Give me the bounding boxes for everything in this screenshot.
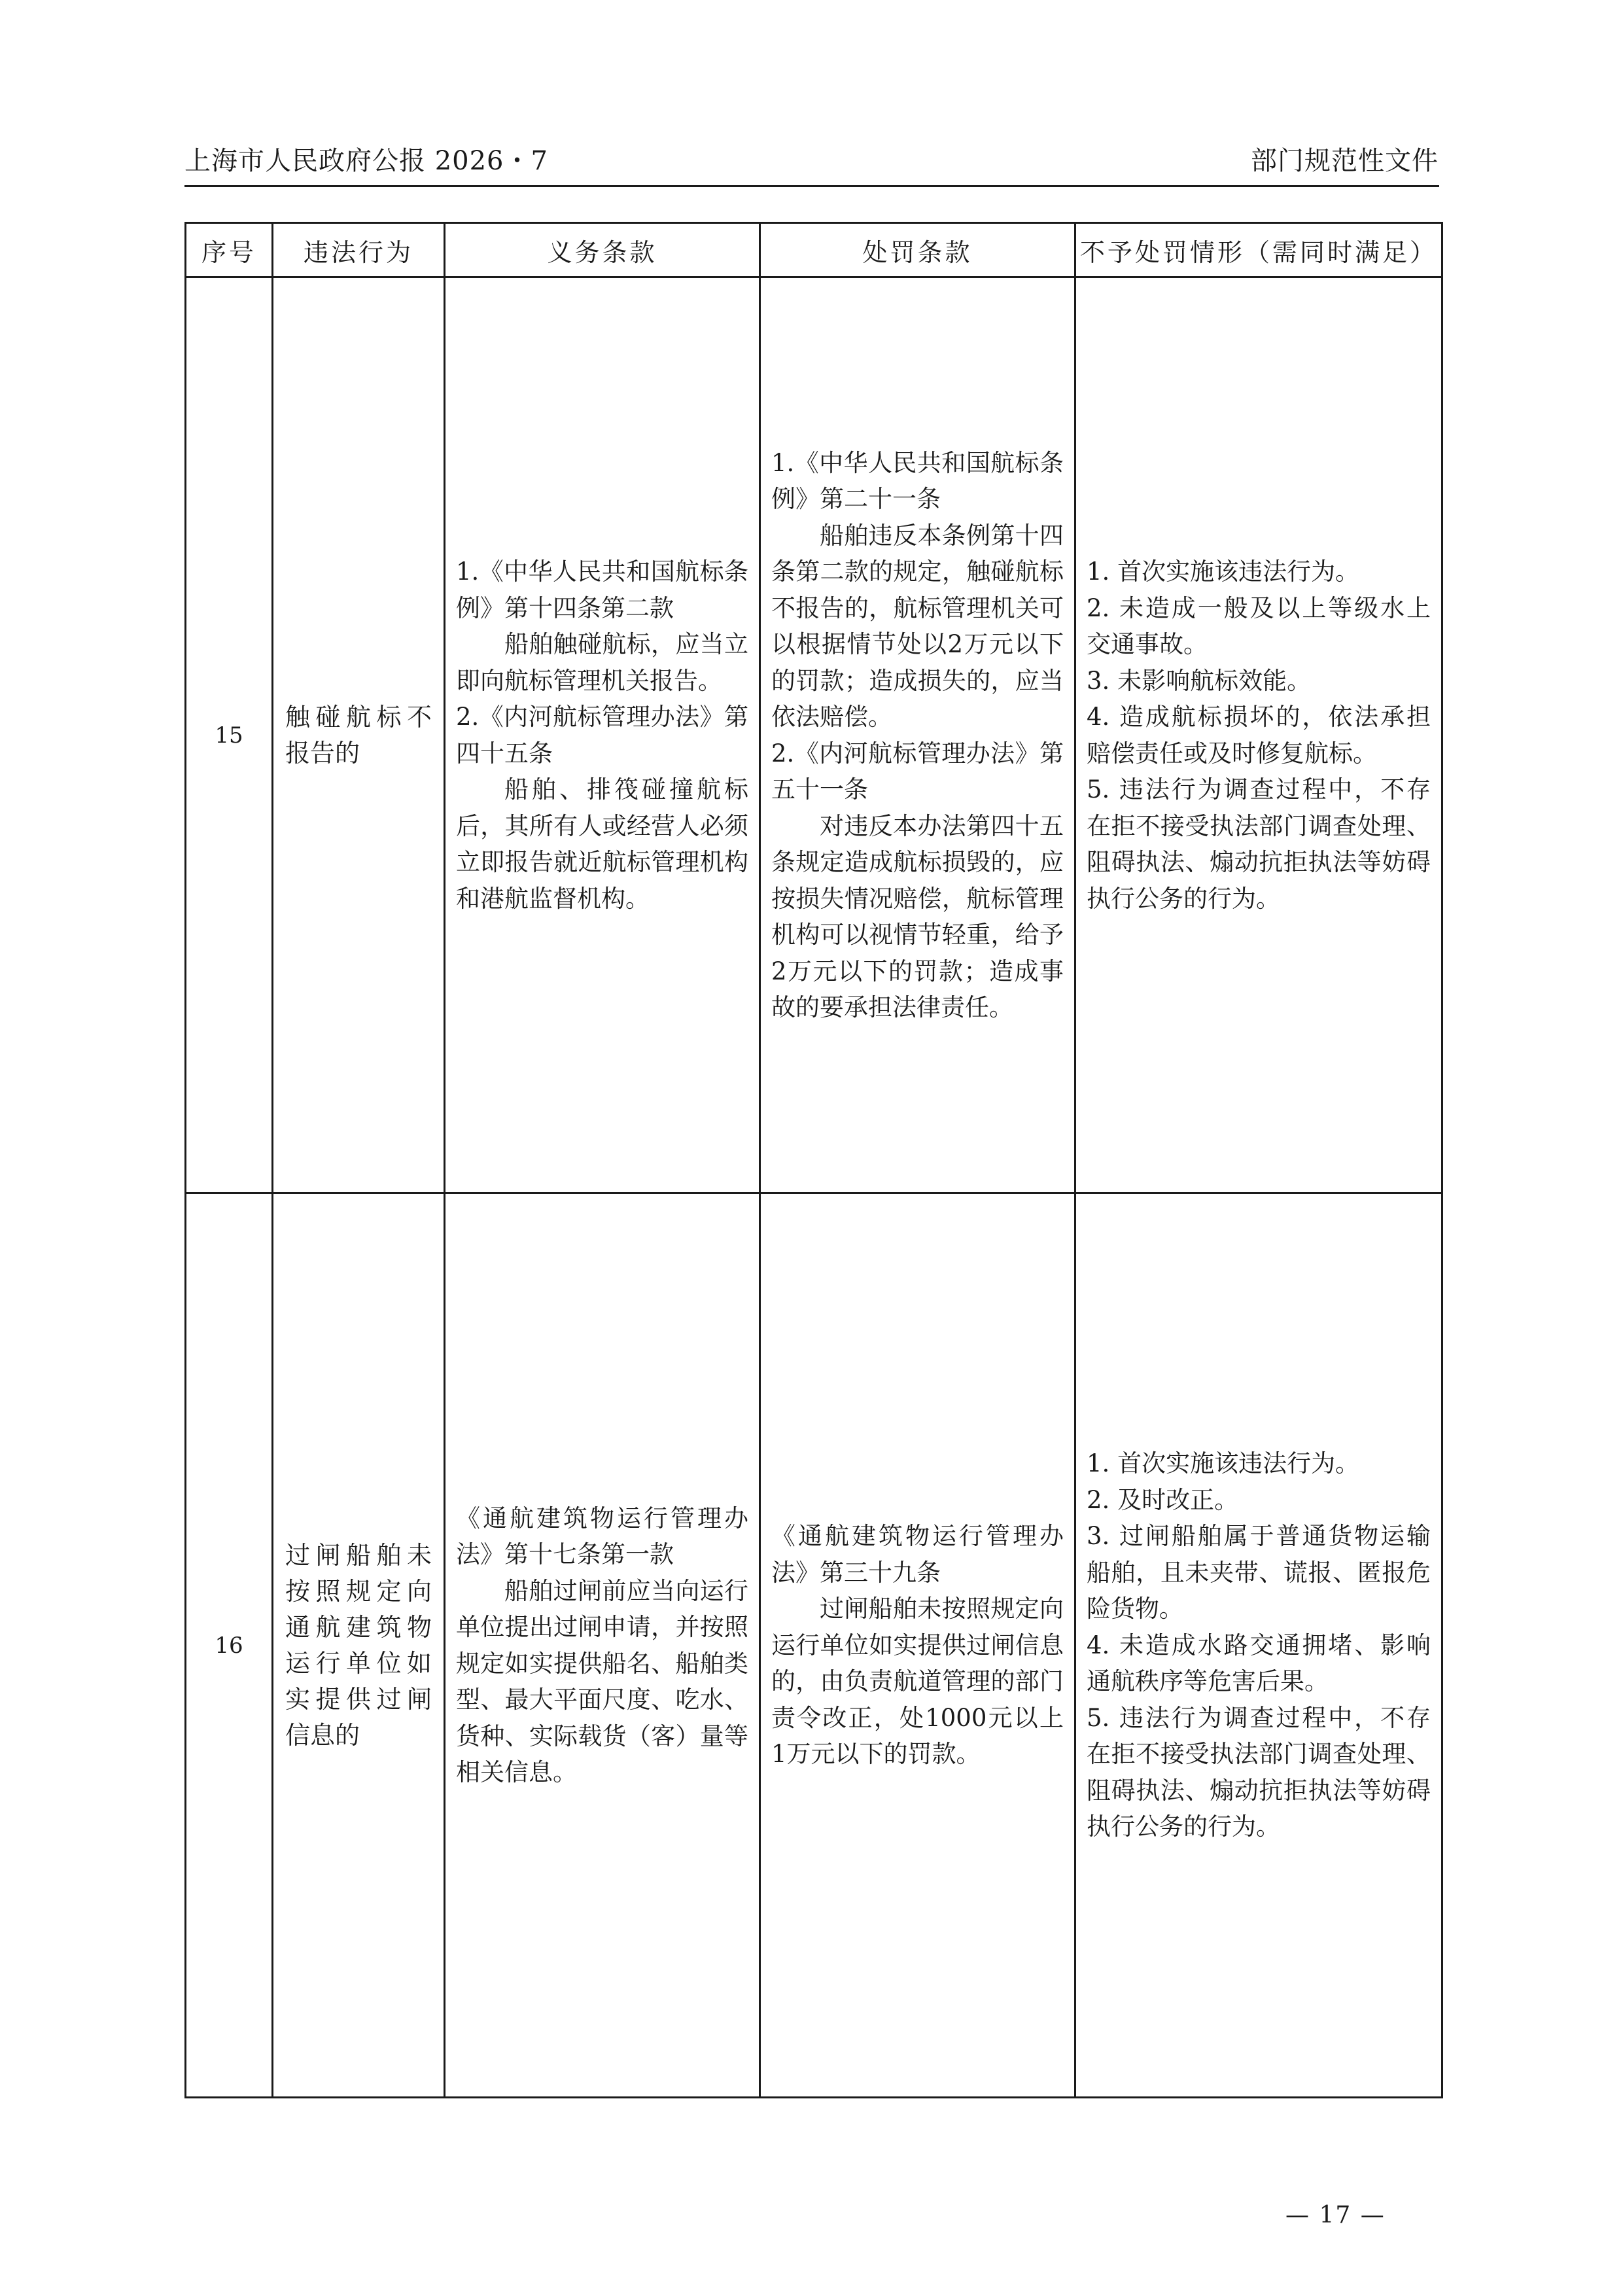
duty-paragraph: 《通航建筑物运行管理办法》第十七条第一款 [456, 1504, 748, 1568]
duty-paragraph: 船舶触碰航标，应当立即向航标管理机关报告。 [456, 630, 748, 695]
column-header-exemption: 不予处罚情形（需同时满足） [1075, 223, 1442, 277]
violation-cell: 过闸船舶未按照规定向通航建筑物运行单位如实提供过闸信息的 [273, 1193, 445, 2098]
exempt-paragraph: 1. 首次实施该违法行为。 [1087, 1449, 1360, 1478]
exempt-paragraph: 3. 未影响航标效能。 [1087, 666, 1312, 695]
exempt-paragraph: 4. 造成航标损坏的，依法承担赔偿责任或及时修复航标。 [1087, 703, 1431, 768]
exempt-paragraph: 2. 未造成一般及以上等级水上交通事故。 [1087, 593, 1431, 658]
duty-paragraph: 船舶过闸前应当向运行单位提出过闸申请，并按照规定如实提供船名、船舶类型、最大平面尺度、吃水、货种、实际载货（客）量等相关信息。 [456, 1576, 748, 1786]
regulation-table [184, 222, 1443, 2098]
column-header-number: 序号 [186, 223, 273, 277]
duty-paragraph: 船舶、排筏碰撞航标后，其所有人或经营人必须立即报告就近航标管理机构和港航监督机构。 [456, 775, 748, 913]
exempt-paragraph: 2. 及时改正。 [1087, 1485, 1239, 1514]
exempt-paragraph: 5. 违法行为调查过程中，不存在拒不接受执法部门调查处理、阻碍执法、煽动抗拒执法等妨碍执行公务的行为。 [1087, 1703, 1431, 1841]
penalty-paragraph: 1.《中华人民共和国航标条例》第二十一条 [771, 448, 1064, 513]
penalty-paragraph: 2.《内河航标管理办法》第五十一条 [771, 739, 1064, 804]
exempt-paragraph: 3. 过闸船舶属于普通货物运输船舶，且未夹带、谎报、匿报危险货物。 [1087, 1522, 1431, 1623]
penalty-paragraph: 过闸船舶未按照规定向运行单位如实提供过闸信息的，由负责航道管理的部门责令改正，处1000元以上1万元以下的罚款。 [771, 1595, 1064, 1769]
duty-clause-cell [445, 277, 760, 1193]
violation-cell: 触碰航标不报告的 [273, 277, 445, 1193]
header-divider [184, 185, 1439, 187]
penalty-clause-cell [760, 1193, 1075, 2098]
column-header-duty-clause: 义务条款 [445, 223, 760, 277]
table-header-row [186, 223, 1442, 277]
table-row [186, 1193, 1442, 2098]
exempt-paragraph: 1. 首次实施该违法行为。 [1087, 557, 1360, 586]
column-header-penalty-clause: 处罚条款 [760, 223, 1075, 277]
duty-paragraph: 2.《内河航标管理办法》第四十五条 [456, 703, 748, 768]
exempt-paragraph: 5. 违法行为调查过程中，不存在拒不接受执法部门调查处理、阻碍执法、煽动抗拒执法等妨碍执行公务的行为。 [1087, 775, 1431, 913]
page-number: — 17 — [1285, 2202, 1386, 2229]
duty-clause-cell [445, 1193, 760, 2098]
exempt-paragraph: 4. 未造成水路交通拥堵、影响通航秩序等危害后果。 [1087, 1631, 1431, 1696]
exemption-cell [1075, 277, 1442, 1193]
table-row [186, 277, 1442, 1193]
row-number: 16 [186, 1193, 273, 2098]
penalty-paragraph: 对违反本办法第四十五条规定造成航标损毁的，应按损失情况赔偿，航标管理机构可以视情节轻重，给予2万元以下的罚款；造成事故的要承担法律责任。 [771, 811, 1064, 1021]
duty-paragraph: 1.《中华人民共和国航标条例》第十四条第二款 [456, 557, 748, 622]
penalty-paragraph: 船舶违反本条例第十四条第二款的规定，触碰航标不报告的，航标管理机关可以根据情节处以2万元以下的罚款；造成损失的，应当依法赔偿。 [771, 521, 1064, 731]
section-title: 部门规范性文件 [1251, 146, 1439, 176]
publication-title: 上海市人民政府公报 2026・7 [184, 146, 548, 176]
column-header-violation: 违法行为 [273, 223, 445, 277]
row-number: 15 [186, 277, 273, 1193]
penalty-clause-cell [760, 277, 1075, 1193]
exemption-cell [1075, 1193, 1442, 2098]
penalty-paragraph: 《通航建筑物运行管理办法》第三十九条 [771, 1522, 1064, 1587]
